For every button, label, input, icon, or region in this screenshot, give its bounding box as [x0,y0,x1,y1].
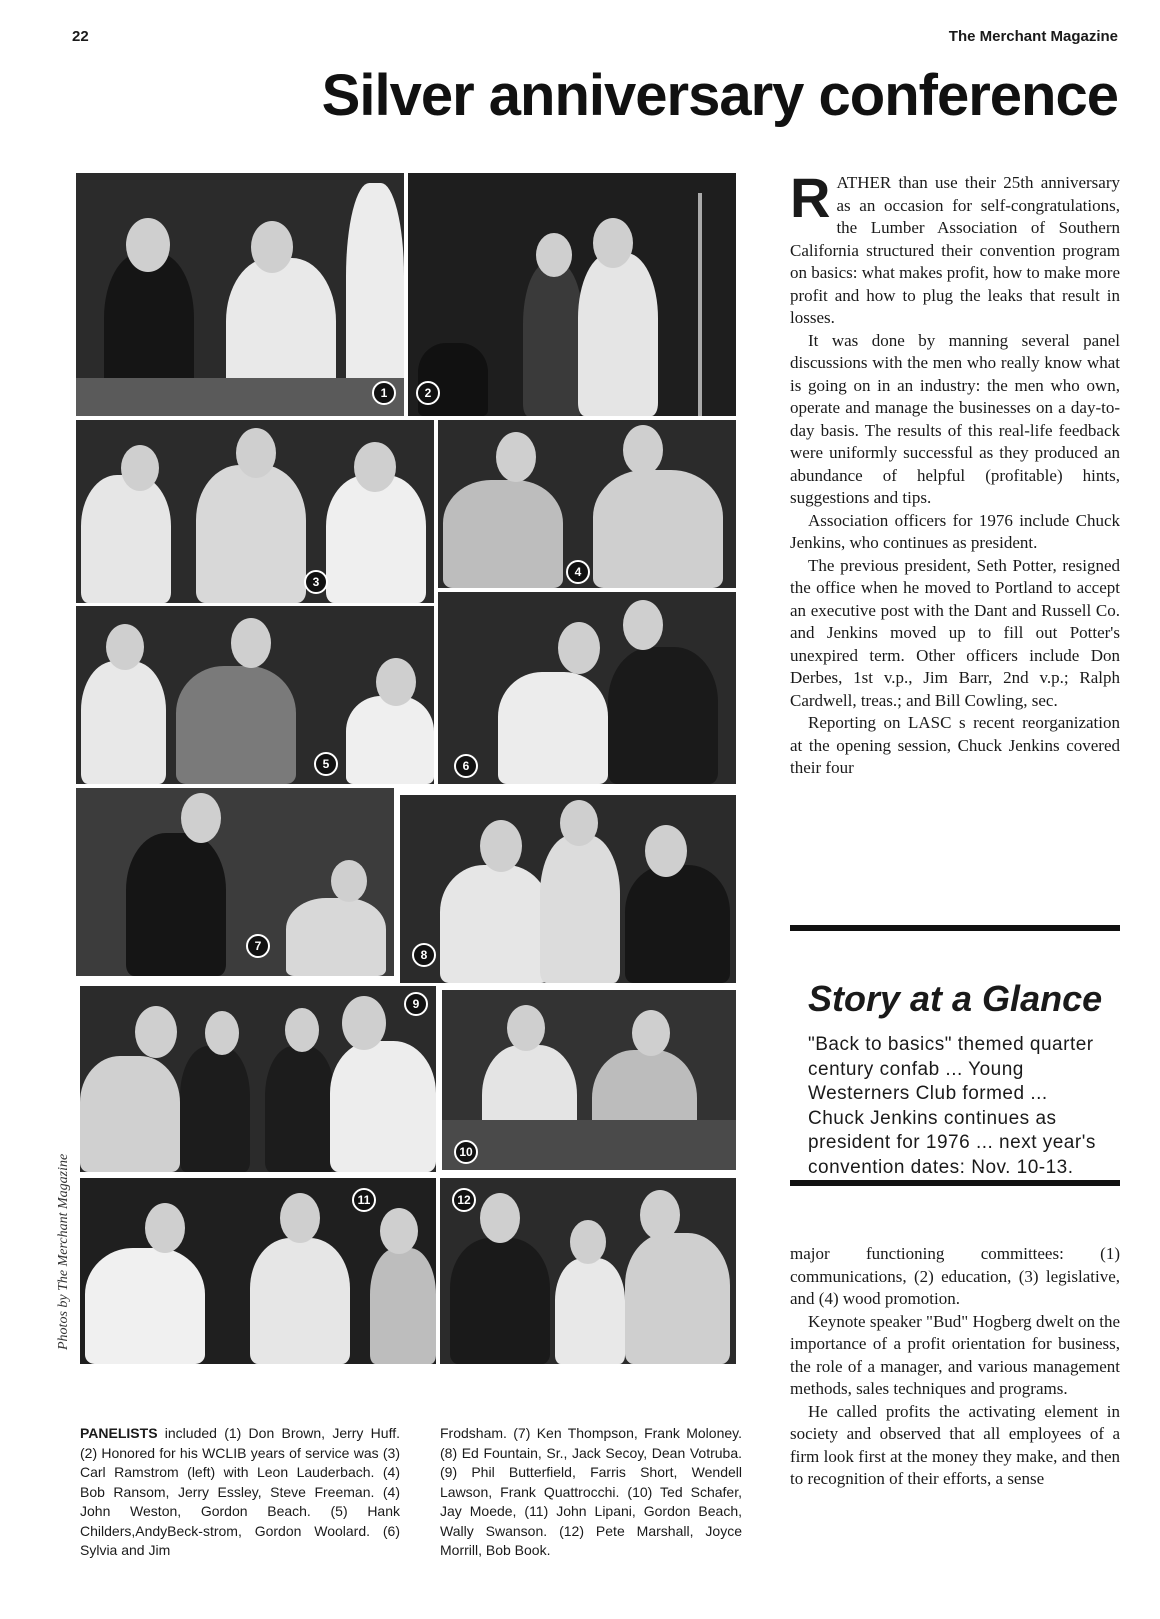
story-at-a-glance-text: "Back to basics" themed quarter century confab ... Young Westerners Club formed ... Chuck Jenkins continues as president for 1976 ... next year's convention dates: Nov. 10-13. [808,1034,1096,1178]
photo-7 [76,788,394,976]
photo-6 [438,592,736,784]
article-paragraph: Association officers for 1976 include Chuck Jenkins, who continues as president. [790,510,1120,552]
article-paragraph: Keynote speaker "Bud" Hogberg dwelt on the importance of a profit orientation for business, the role of a manager, and various management methods, sales techniques and programs. [790,1311,1120,1398]
photo-3 [76,420,434,603]
sidebar-bottom-rule [790,1180,1120,1186]
page-number: 22 [72,28,89,45]
photo-number-badge: 6 [454,754,478,778]
photo-2 [408,173,736,416]
photo-number-badge: 3 [304,570,328,594]
photo-number-badge: 1 [372,381,396,405]
photo-number-badge: 12 [452,1188,476,1212]
magazine-name: The Merchant Magazine [948,28,1118,45]
story-at-a-glance-title: Story at a Glance [808,978,1103,1019]
photo-credit: Photos by The Merchant Magazine [56,1153,71,1350]
photo-10 [442,990,736,1170]
article-paragraph: He called profits the activating element in society and observed that all employees of a firm look first at the money they make, and then to recognition of their efforts, a sense [790,1401,1120,1488]
photo-number-badge: 11 [352,1188,376,1212]
photo-number-badge: 8 [412,943,436,967]
photo-caption-right: Frodsham. (7) Ken Thompson, Frank Moloney. (8) Ed Fountain, Sr., Jack Secoy, Dean Votruba. (9) Phil Butterfield, Farris Short, Wendell Lawson, Frank Quattrocchi. (10) Ted Schafer, Jay Moede, (11) John Lipani, Gordon Beach, Wally Swanson. (12) Pete Marshall, Joyce Morrill, Bob Book. [440,1425,742,1558]
paragraph-text: ATHER than use their 25th anniversary as an occasion for self-congratulations, the Lumber Association of Southern California structured their convention program on basics: what makes profit, how to make more profit and how to plug the leaks that result in losses. [790,173,1120,327]
drop-cap: R [790,172,831,229]
photo-number-badge: 5 [314,752,338,776]
photo-8 [400,795,736,983]
article-paragraph: Reporting on LASC s recent reorganization at the opening session, Chuck Jenkins covered their four [790,713,1120,777]
photo-number-badge: 4 [566,560,590,584]
article-paragraph: It was done by manning several panel discussions with the men who really know what is going on in an industry: the men who own, operate and manage the businesses on a day-to-day basis. The results of this real-life feedback were uniformly successful as they produced an abundance of helpful (profitable) hints, suggestions and tips. [790,330,1120,507]
photo-4 [438,420,736,588]
sidebar-top-rule [790,925,1120,931]
photo-11 [80,1178,436,1364]
article-column-top [790,172,1120,917]
article-paragraph: The previous president, Seth Potter, resigned the office when he moved to Portland to accept an executive post with the Dant and Russell Co. and Jenkins moved up to fill out Potter's unexpired term. Other officers include Don Derbes, 1st v.p., Jim Barr, 2nd v.p.; Ralph Cardwell, treas.; and Bill Cowling, sec. [790,555,1120,710]
photo-number-badge: 2 [416,381,440,405]
photo-1 [76,173,404,416]
article-paragraph [790,172,1120,330]
photo-5 [76,606,434,784]
photo-12 [440,1178,736,1364]
caption-text: included (1) Don Brown, Jerry Huff. (2) Honored for his WCLIB years of service was (3) Carl Ramstrom (left) with Leon Lauderbach. (4) Bob Ransom, Jerry Essley, Steve Freeman. (4) John Weston, Gordon Beach. (5) Hank Childers,AndyBeck-strom, Gordon Woolard. (6) Sylvia and Jim [80,1425,400,1558]
photo-number-badge: 10 [454,1140,478,1164]
article-column-bottom [790,1243,1120,1491]
caption-lead: PANELISTS [80,1425,158,1441]
photo-caption-left [80,1424,400,1561]
article-paragraph: major functioning committees: (1) communications, (2) education, (3) legislative, and (4) wood promotion. [790,1244,1120,1308]
photo-number-badge: 9 [404,992,428,1016]
photo-9 [80,986,436,1172]
article-title: Silver anniversary conference [321,63,1118,128]
photo-number-badge: 7 [246,934,270,958]
